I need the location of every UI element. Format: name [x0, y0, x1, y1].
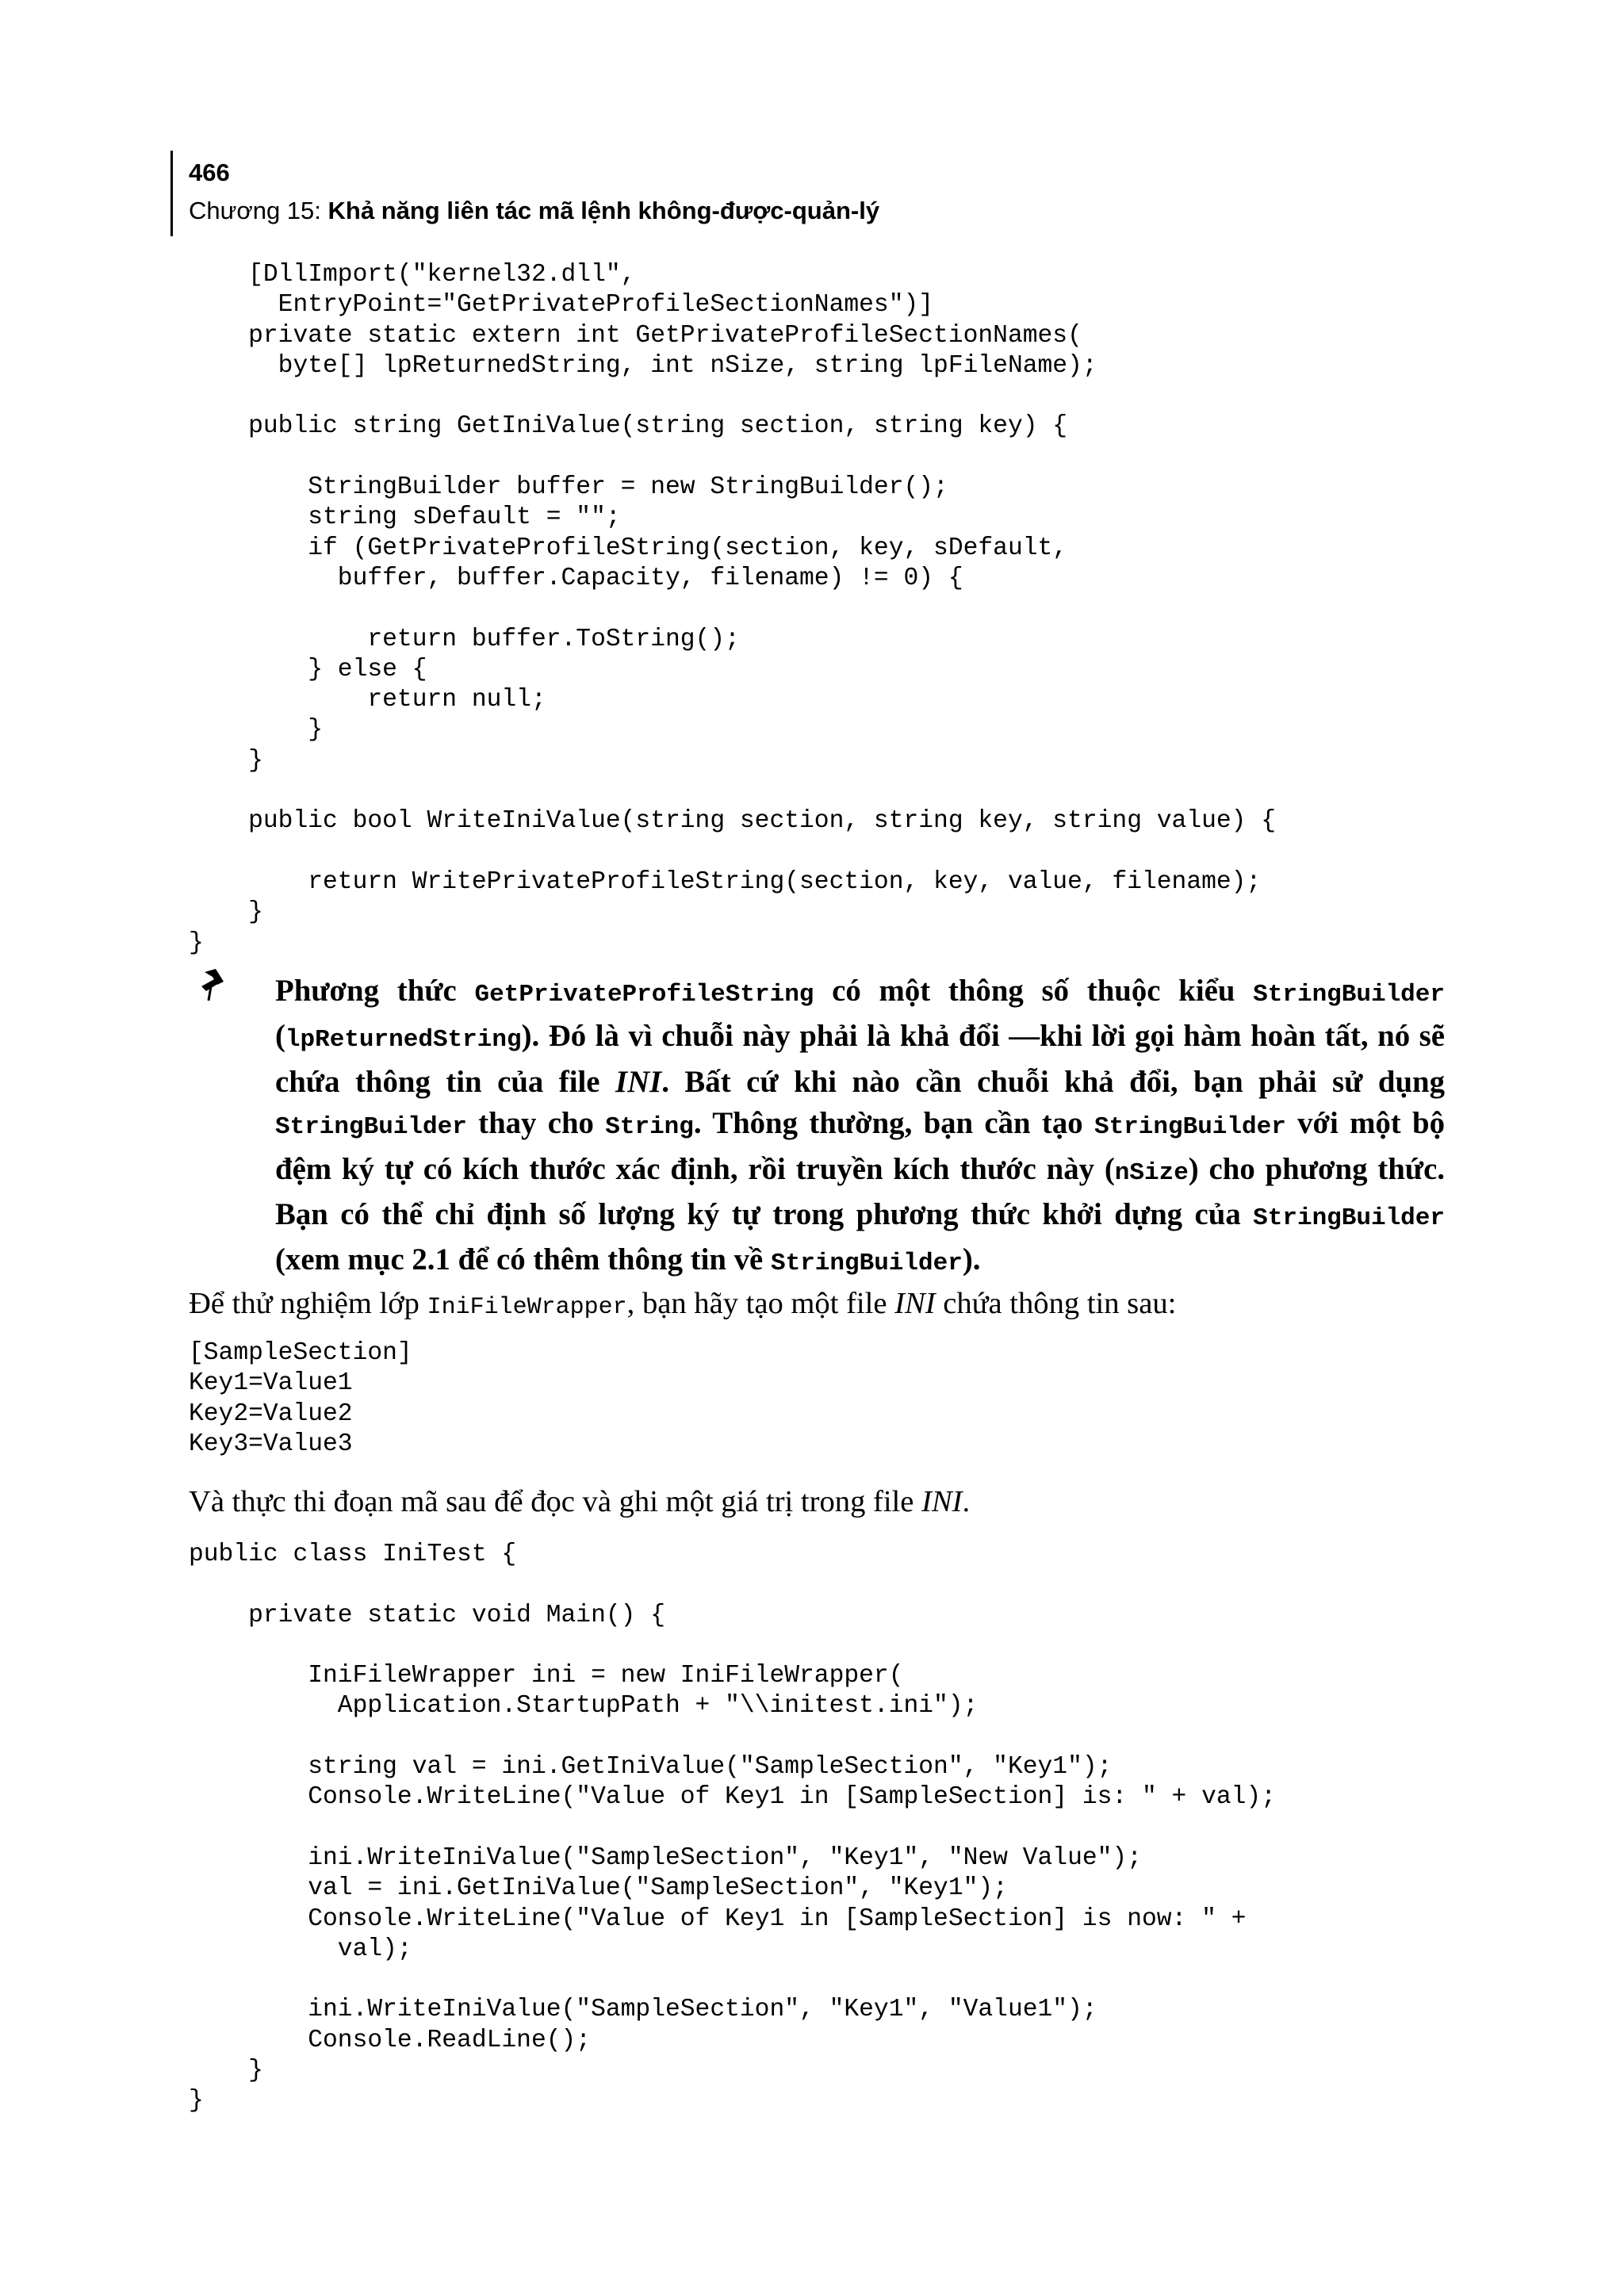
note-code: StringBuilder	[1253, 1204, 1445, 1233]
note-text: với một bộ đệm ký tự có kích thước xác định, rồi truyền kích thước này (	[275, 1106, 1446, 1186]
note-text: . Thông thường, bạn cần tạo	[693, 1106, 1094, 1141]
note-code: nSize	[1114, 1158, 1189, 1187]
note-code: StringBuilder	[770, 1250, 963, 1278]
code-block-ini-file: [SampleSection] Key1=Value1 Key2=Value2 Key3=Value3	[189, 1339, 412, 1458]
code-block-ini-wrapper: [DllImport("kernel32.dll", EntryPoint="GetPrivateProfileSectionNames")] private static extern int GetPrivateProfileSectionNames( byte[] lpReturnedString, int nSize, string lpFileName); public string GetIniValue(string section, string key) { StringBuilder buffer = new StringBuilder(); string sDefault = ""; if (GetPrivateProfileString(section, key, sDefault, buffer, buffer.Capacity, filename) != 0) { return buffer.ToString(); } else { return null; } } public bool WriteIniValue(string section, string key, string value) { return WritePrivateProfileString(section, key, value, filename); } }	[189, 261, 1277, 957]
note-italic: INI	[615, 1064, 662, 1099]
page-number: 466	[189, 159, 230, 186]
note-text: ).	[962, 1242, 981, 1277]
para-italic: INI	[894, 1287, 936, 1320]
code-block-ini-test: public class IniTest { private static void Main() { IniFileWrapper ini = new IniFileWrapper( Application.StartupPath + "\\initest.ini"); string val = ini.GetIniValue("SampleSection", "Key1"); Console.WriteLine("Value of Key1 in [SampleSection] is: " + val); ini.WriteIniValue("SampleSection", "Key1", "New Value"); val = ini.GetIniValue("SampleSection", "Key1"); Console.WriteLine("Value of Key1 in [SampleSection] is now: " + val); ini.WriteIniValue("SampleSection", "Key1", "Value1"); Console.ReadLine(); } }	[189, 1541, 1277, 2115]
note-code: StringBuilder	[275, 1113, 467, 1142]
note-text: (xem mục 2.1 để có thêm thông tin về	[275, 1242, 771, 1277]
note-text: . Bất cứ khi nào cần chuỗi khả đổi, bạn phải sử dụng	[661, 1064, 1445, 1099]
note-code: String	[605, 1113, 694, 1142]
para-text: .	[962, 1485, 971, 1518]
note-text: có một thông số thuộc kiểu	[814, 974, 1254, 1008]
chapter-heading	[189, 195, 879, 227]
chapter-title: Khả năng liên tác mã lệnh không-được-quản-lý	[327, 197, 880, 224]
note-text: ). Đó là vì chuỗi này phải là khả đổi —khi lời gọi hàm hoàn tất, nó sẽ chứa thông tin của file	[275, 1019, 1445, 1099]
note-code: StringBuilder	[1253, 981, 1445, 1009]
body-paragraph-test-intro	[189, 1284, 1450, 1326]
para-text: chứa thông tin sau:	[935, 1287, 1177, 1320]
pushpin-icon	[200, 967, 227, 1002]
note-text: thay cho	[466, 1106, 606, 1141]
para-text: Để thử nghiệm lớp	[189, 1287, 427, 1320]
chapter-prefix: Chương 15:	[189, 197, 328, 224]
note-code: GetPrivateProfileString	[474, 981, 814, 1009]
note-paragraph	[275, 970, 1445, 1285]
note-text: ) cho phương thức. Bạn có thể chỉ định số lượng ký tự trong phương thức khởi dựng của	[275, 1151, 1445, 1232]
para-text: Và thực thi đoạn mã sau để đọc và ghi một giá trị trong file	[189, 1485, 922, 1518]
note-code: StringBuilder	[1094, 1113, 1286, 1142]
para-text: , bạn hãy tạo một file	[626, 1287, 895, 1320]
body-paragraph-run-intro	[189, 1483, 1450, 1521]
note-text: (	[275, 1019, 285, 1054]
para-code: IniFileWrapper	[427, 1294, 627, 1321]
note-code: lpReturnedString	[285, 1026, 522, 1055]
header-rule	[170, 151, 173, 236]
note-text: Phương thức	[275, 974, 475, 1008]
para-italic: INI	[921, 1485, 963, 1518]
